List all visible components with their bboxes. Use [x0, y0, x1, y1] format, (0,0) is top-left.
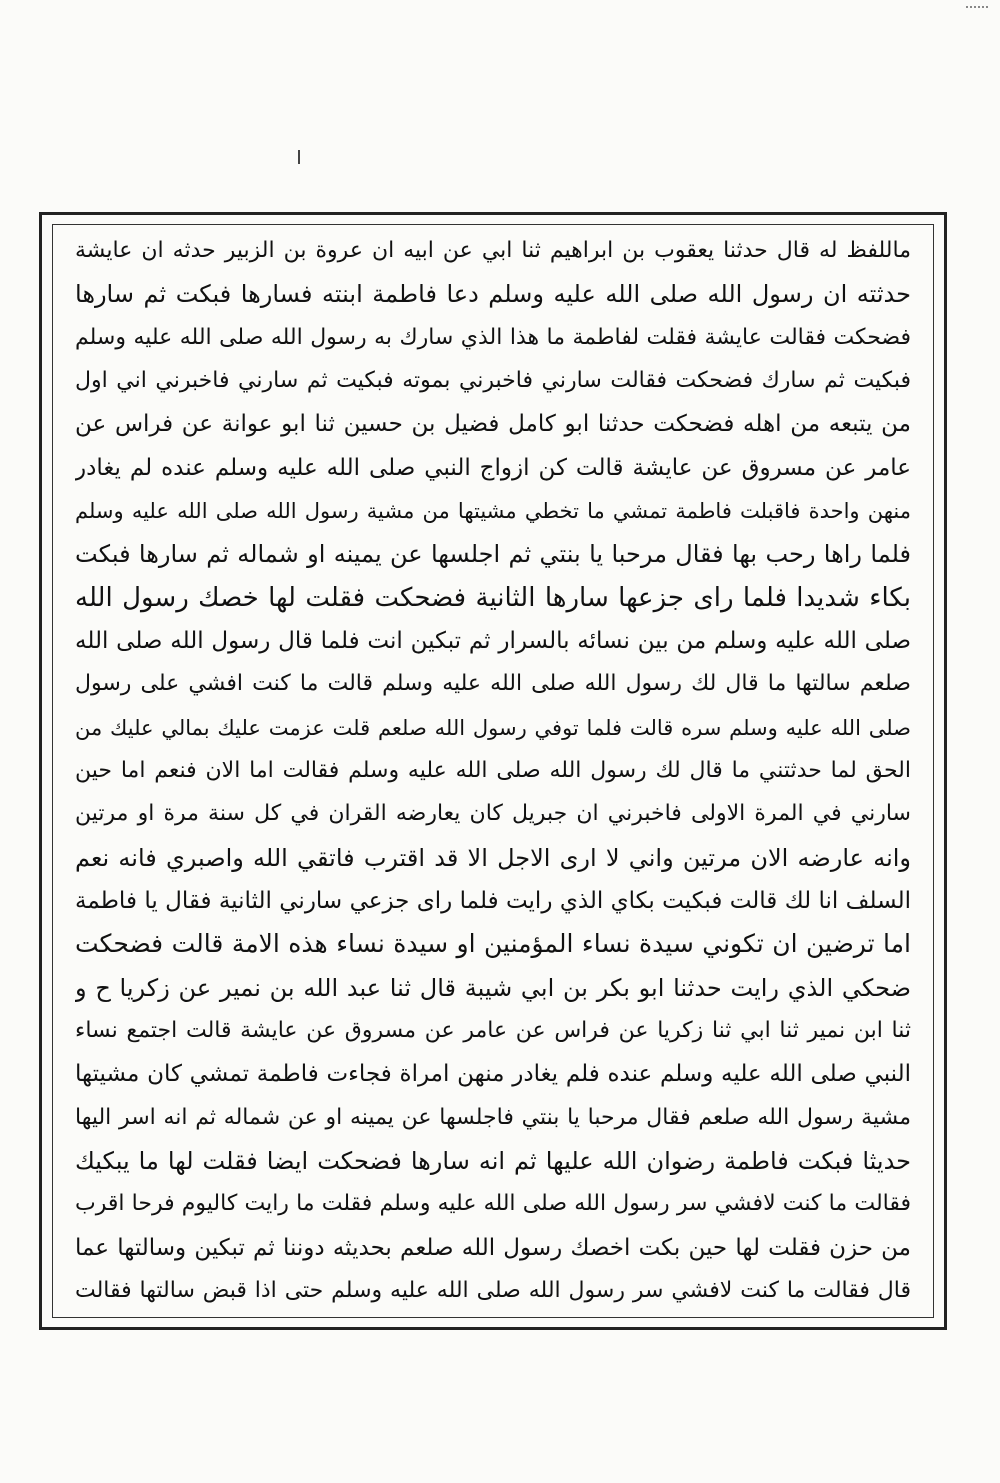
text-line: سارني في المرة الاولى فاخبرني ان جبريل كان يعارضه القران في كل سنة مرة او مرتين: [75, 801, 911, 827]
text-line: وانه عارضه الان مرتين واني لا ارى الاجل الا قد اقترب فاتقي الله واصبري فانه نعم: [75, 843, 911, 872]
text-line: النبي صلى الله عليه وسلم عنده فلم يغادر منهن امراة فجاءت فاطمة تمشي كان مشيتها: [75, 1061, 911, 1088]
text-line: من حزن فقلت لها حين بكت اخصك رسول الله صلعم بحديثه دوننا ثم تبكين وسالتها عما: [75, 1234, 911, 1261]
text-line: فلما راها رحب بها فقال مرحبا يا بنتي ثم اجلسها عن يمينه او شماله ثم سارها فبكت: [75, 540, 911, 569]
text-line: ماللفظ له قال حدثنا يعقوب بن ابراهيم ثنا ابي عن ابيه ان عروة بن الزبير حدثه ان عايشة: [75, 238, 911, 263]
text-line: ثنا ابن نمير ثنا ابي ثنا زكريا عن فراس عن عامر عن مسروق عن عايشة قالت اجتمع نساء: [75, 1017, 911, 1043]
text-line: مشية رسول الله صلعم فقال مرحبا يا بنتي فاجلسها عن يمينه او عن شماله ثم انه اسر اليها: [75, 1104, 911, 1130]
text-line: صلى الله عليه وسلم من بين نسائه بالسرار ثم تبكين انت فلما قال رسول الله صلى الله: [75, 627, 911, 654]
text-line: فقالت ما كنت لافشي سر رسول الله صلى الله عليه وسلم فقلت ما رايت كاليوم فرحا اقرب: [75, 1191, 911, 1217]
text-line: اما ترضين ان تكوني سيدة نساء المؤمنين او سيدة نساء هذه الامة قالت فضحكت: [75, 929, 911, 959]
text-line: فبكيت ثم سارك فضحكت فقالت سارني فاخبرني بموته فبكيت ثم سارني فاخبرني اني اول: [75, 367, 911, 393]
text-line: عامر عن مسروق عن عايشة قالت كن ازواج النبي صلى الله عليه وسلم عنده لم يغادر: [75, 454, 911, 481]
margin-tick-mark: [298, 150, 300, 164]
text-line: صلعم سالتها ما قال لك رسول الله صلى الله عليه وسلم قالت ما كنت افشي على رسول: [75, 671, 911, 697]
text-line: حديثا فبكت فاطمة رضوان الله عليها ثم انه سارها فضحكت ايضا فقلت لها ما يبكيك: [75, 1146, 911, 1175]
text-line: الحق لما حدثتني ما قال لك رسول الله صلى الله عليه وسلم فقالت اما الان فنعم اما حين: [75, 757, 911, 783]
text-line: السلف انا لك قالت فبكيت بكاي الذي رايت فلما راى جزعي سارني الثانية فقال يا فاطمة: [75, 887, 911, 914]
manuscript-text-block: [75, 233, 911, 1309]
text-line: فضحكت فقالت عايشة فقلت لفاطمة ما هذا الذي سارك به رسول الله صلى الله عليه وسلم: [75, 324, 911, 350]
scan-corner-mark: [966, 6, 988, 18]
text-line: قال فقالت ما كنت لافشي سر رسول الله صلى الله عليه وسلم حتى اذا قبض سالتها فقالت: [75, 1277, 911, 1303]
text-line: من يتبعه من اهله فضحكت حدثنا ابو كامل فضيل بن حسين ثنا ابو عوانة عن فراس عن: [75, 411, 911, 438]
text-line: منهن واحدة فاقبلت فاطمة تمشي ما تخطي مشيتها من مشية رسول الله صلى الله عليه وسلم: [75, 498, 911, 523]
text-line: صلى الله عليه وسلم سره قالت فلما توفي رسول الله صلعم قلت عزمت عليك بمالي عليك من: [75, 715, 911, 740]
text-line: حدثته ان رسول الله صلى الله عليه وسلم دعا فاطمة ابنته فسارها فبكت ثم سارها: [75, 280, 911, 309]
page-inner-border: [52, 224, 934, 1318]
text-line: بكاء شديدا فلما راى جزعها سارها الثانية فضحكت فقلت لها خصك رسول الله: [75, 582, 911, 613]
text-line: ضحكي الذي رايت حدثنا ابو بكر بن ابي شيبة قال ثنا عبد الله بن نمير عن زكريا ح و: [75, 973, 911, 1002]
